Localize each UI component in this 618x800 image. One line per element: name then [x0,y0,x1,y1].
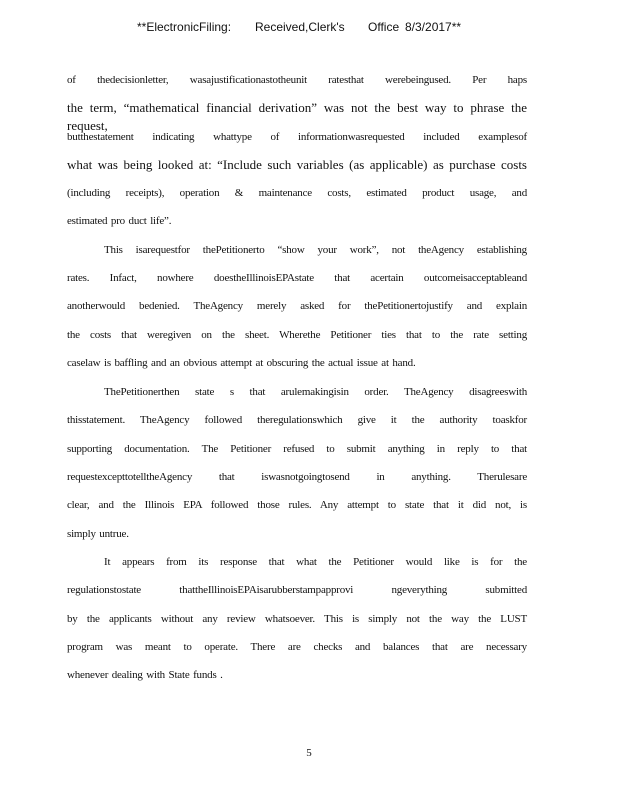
text-line: regulationstostate thattheIllinoisEPAisarubberstampapprovi ngeverything submitted [67,584,527,596]
text-line: (including receipts), operation & maintenance costs, estimated product usage, and [67,187,527,199]
text-line: whenever dealing with State funds . [67,669,223,681]
text-line: estimated pro duct life”. [67,215,172,227]
text-line: It appears from its response that what the Petitioner would like is for the [104,556,527,568]
text-line: anotherwould bedenied. TheAgency merely asked for thePetitionertojustify and explain [67,300,527,312]
filing-label: **ElectronicFiling: [137,20,232,34]
filing-date: 8/3/2017** [405,20,462,34]
text-line: supporting documentation. The Petitioner refused to submit anything in reply to that [67,443,527,455]
text-line: clear, and the Illinois EPA followed those rules. Any attempt to state that it did not, is [67,499,527,511]
text-line: rates. Infact, nowhere doestheIllinoisEPAstate that acertain outcomeisacceptableand [67,272,527,284]
text-line: thisstatement. TheAgency followed theregulationswhich give it the authority toaskfor [67,414,527,426]
text-line: what was being looked at: “Include such variables (as applicable) as purchase costs [67,157,527,172]
office-label: Office [368,20,400,34]
text-line: simply untrue. [67,528,129,540]
text-line: butthestatement indicating whattype of informationwasrequested included examplesof [67,131,527,143]
text-line: program was meant to operate. There are checks and balances that are necessary [67,641,527,653]
text-line: requestexcepttotelltheAgency that iswasnotgoingtosend in anything. Therulesare [67,471,527,483]
text-line: ThePetitionerthen state s that arulemakingisin order. TheAgency disagreeswith [104,386,527,398]
received-label: Received,Clerk's [255,20,345,34]
text-line: the term, “mathematical financial derivation” was not the best way to phrase the request, [67,100,527,133]
text-line: This isarequestfor thePetitionerto “show your work”, not theAgency establishing [104,244,527,256]
text-line: caselaw is baffling and an obvious attempt at obscuring the actual issue at hand. [67,357,416,369]
text-line: by the applicants without any review whatsoever. This is simply not the way the LUST [67,613,527,625]
text-line: of thedecisionletter, wasajustificationastotheunit ratesthat werebeingused. Per haps [67,74,527,86]
page-number: 5 [306,747,312,759]
text-line: the costs that weregiven on the sheet. Wherethe Petitioner ties that to the rate setting [67,329,527,341]
